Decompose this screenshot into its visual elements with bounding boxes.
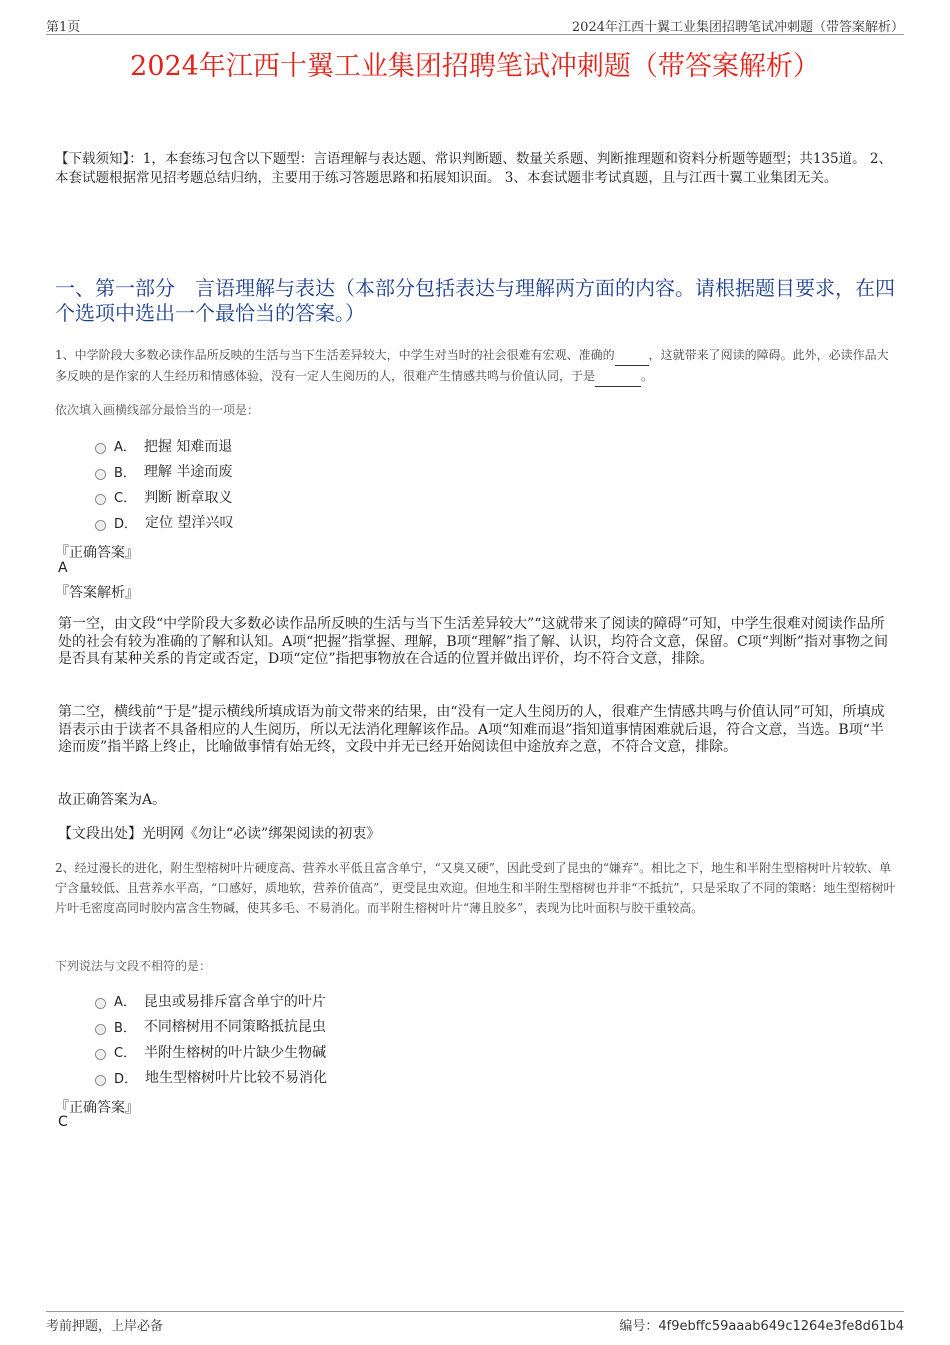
radio-icon[interactable] bbox=[95, 494, 106, 505]
option-text: 理解 半途而废 bbox=[143, 464, 233, 481]
footer-code bbox=[619, 1315, 904, 1334]
option-b[interactable] bbox=[95, 1014, 327, 1040]
option-letter: B． bbox=[114, 1020, 136, 1036]
option-b[interactable] bbox=[95, 459, 233, 485]
radio-icon[interactable] bbox=[95, 443, 106, 454]
radio-icon[interactable] bbox=[95, 1075, 106, 1086]
option-d[interactable] bbox=[95, 510, 233, 536]
analysis-paragraph: 第一空，由文段“中学阶段大多数必读作品所反映的生活与当下生活差异较大”“这就带来了阅读的障碍”可知，中学生很难对阅读作品所处的社会有较为准确的了解和认知。A项“把握”指掌握、理解，B项“理解”指了解、认识，均符合文意，保留。C项“判断”指对事物之间是否具有某种关系的肯定或否定，D项“定位”指把事物放在合适的位置并做出评价，均不符合文意，排除。 bbox=[58, 616, 889, 667]
footer-code-label: 编号： bbox=[619, 1319, 659, 1334]
page-number: 第1页 bbox=[46, 20, 81, 35]
question-2-prompt: 下列说法与文段不相符的是： bbox=[55, 959, 212, 973]
option-letter: D． bbox=[114, 516, 138, 532]
page-title: 2024年江西十翼工业集团招聘笔试冲刺题（带答案解析） bbox=[130, 51, 820, 82]
page-header bbox=[46, 14, 904, 35]
source-citation: 【文段出处】光明网《勿让“必读”绑架阅读的初衷》 bbox=[58, 826, 381, 842]
option-text: 把握 知难而退 bbox=[143, 438, 233, 455]
answer-value: A bbox=[58, 560, 68, 576]
question-2-options bbox=[95, 988, 327, 1090]
footer-slogan: 考前押题，上岸必备 bbox=[46, 1319, 164, 1334]
option-text: 定位 望洋兴叹 bbox=[145, 515, 234, 532]
option-letter: C． bbox=[114, 491, 137, 507]
option-text: 不同榕树用不同策略抵抗昆虫 bbox=[143, 1019, 326, 1036]
option-text: 半附生榕树的叶片缺少生物碱 bbox=[144, 1044, 327, 1061]
answer-label: 『正确答案』 bbox=[55, 545, 139, 561]
radio-icon[interactable] bbox=[95, 469, 106, 480]
option-text: 地生型榕树叶片比较不易消化 bbox=[145, 1070, 328, 1087]
question-1-options bbox=[95, 433, 233, 535]
question-2-text: 2、经过漫长的进化，附生型榕树叶片硬度高、营养水平低且富含单宁，“又臭又硬”，因此受到了昆虫的“嫌弃”。相比之下，地生和半附生型榕树叶片较软、单宁含量较低、且营养水平高，“口感好，质地软，营养价值高”，更受昆虫欢迎。但地生和半附生型榕树也并非“不抵抗”，只是采取了不同的策略：地生型榕树叶片叶毛密度高同时胶内富含生物碱，使其多毛、不易消化。而半附生榕树叶片“薄且胶多”，表现为比叶面积与胶干重较高。 bbox=[55, 861, 896, 915]
question-1-prompt: 依次填入画横线部分最恰当的一项是： bbox=[55, 403, 260, 417]
option-text: 昆虫或易排斥富含单宁的叶片 bbox=[143, 993, 326, 1010]
radio-icon[interactable] bbox=[95, 520, 106, 531]
option-a[interactable] bbox=[95, 433, 233, 459]
answer-label: 『正确答案』 bbox=[55, 1100, 139, 1116]
header-doc-title: 2024年江西十翼工业集团招聘笔试冲刺题（带答案解析） bbox=[571, 20, 904, 35]
analysis-conclusion: 故正确答案为A。 bbox=[58, 792, 167, 808]
option-text: 判断 断章取义 bbox=[144, 489, 233, 506]
download-notice: 【下载须知】：1，本套练习包含以下题型：言语理解与表达题、常识判断题、数量关系题、判断推理题和资料分析题等题型；共135道。 2、本套试题根据常见招考题总结归纳，主要用于练习答题思路和拓展知识面。 3、本套试题非考试真题，且与江西十翼工业集团无关。 bbox=[55, 151, 892, 186]
analysis-label: 『答案解析』 bbox=[55, 585, 139, 601]
option-letter: C． bbox=[114, 1046, 137, 1062]
answer-value: C bbox=[58, 1114, 68, 1130]
radio-icon[interactable] bbox=[95, 1024, 106, 1035]
analysis-paragraph: 第二空，横线前“于是”提示横线所填成语为前文带来的结果，由“没有一定人生阅历的人，很难产生情感共鸣与价值认同”可知，所填成语表示由于读者不具备相应的人生阅历，所以无法消化理解该作品。A项“知难而退”指知道事情困难就后退，符合文意，当选。B项“半途而废”指半路上终止，比喻做事情有始无终，文段中并无已经开始阅读但中途放弃之意，不符合文意，排除。 bbox=[58, 704, 885, 755]
question-1-text bbox=[55, 345, 900, 387]
blank-2 bbox=[595, 366, 641, 387]
option-letter: A． bbox=[114, 995, 136, 1011]
radio-icon[interactable] bbox=[95, 998, 106, 1009]
option-letter: D． bbox=[114, 1071, 138, 1087]
option-c[interactable] bbox=[95, 484, 233, 510]
section-heading: 一、第一部分 言语理解与表达（本部分包括表达与理解两方面的内容。请根据题目要求，在四个选项中选出一个最恰当的答案。） bbox=[55, 276, 895, 325]
blank-1 bbox=[615, 345, 649, 366]
option-c[interactable] bbox=[95, 1039, 327, 1065]
option-letter: A． bbox=[114, 440, 136, 456]
option-a[interactable] bbox=[95, 988, 327, 1014]
option-d[interactable] bbox=[95, 1065, 327, 1091]
option-letter: B． bbox=[114, 465, 136, 481]
radio-icon[interactable] bbox=[95, 1049, 106, 1060]
footer-code-value: 4f9ebffc59aaab649c1264e3fe8d61b4 bbox=[658, 1319, 904, 1334]
question-1-text-part-c: 。 bbox=[641, 369, 654, 383]
page-footer bbox=[46, 1311, 904, 1334]
question-1-text-part-a: 1、中学阶段大多数必读作品所反映的生活与当下生活差异较大，中学生对当时的社会很难有宏观、准确的 bbox=[55, 348, 615, 362]
question-1-text-part-b: ，这就带来了阅读的障碍。此外，必读作品大多反映的是作家的人生经历和情感体验，没有一定人生阅历的人，很难产生情感共鸣与价值认同，于是 bbox=[55, 348, 889, 383]
